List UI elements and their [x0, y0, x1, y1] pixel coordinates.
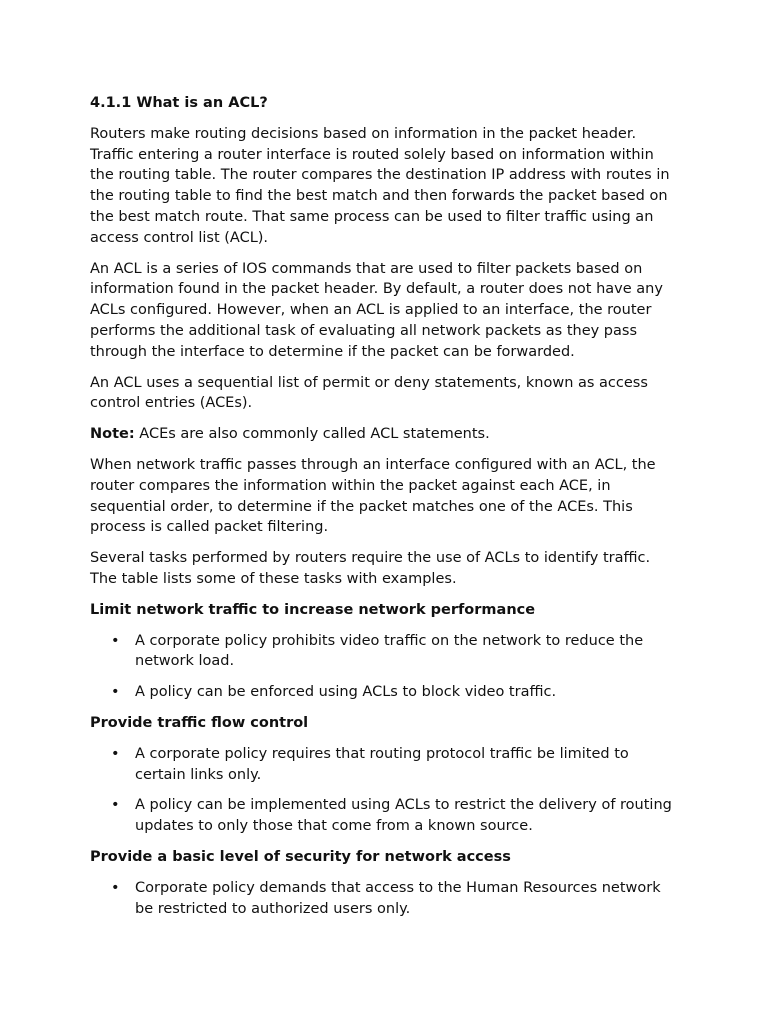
paragraph-packet-filtering: When network traffic passes through an interface configured with an ACL, the router compares the information within the packet against each ACE, in sequential order, to determine if the packet matches one of the ACEs. This process is called packet filtering. — [90, 456, 656, 536]
list-item-text: A policy can be enforced using ACLs to block video traffic. — [135, 684, 557, 701]
task-section — [90, 847, 680, 919]
task-section — [90, 600, 680, 703]
bullet-icon: • — [111, 879, 120, 896]
task-list — [90, 878, 680, 920]
list-item-text: A corporate policy requires that routing protocol traffic be limited to certain links only. — [135, 745, 629, 783]
bullet-icon: • — [111, 745, 120, 762]
list-item-text: Corporate policy demands that access to the Human Resources network be restricted to authorized users only. — [135, 879, 661, 917]
paragraph-acl-definition: An ACL is a series of IOS commands that are used to filter packets based on information found in the packet header. By default, a router does not have any ACLs configured. However, when an ACL is applied to an interface, the router performs the additional task of evaluating all network packets as they pass through the interface to determine if the packet can be forwarded. — [90, 260, 663, 360]
task-list — [90, 744, 680, 837]
list-item-text: A policy can be implemented using ACLs to restrict the delivery of routing updates to only those that come from a known source. — [135, 797, 672, 835]
note-paragraph — [90, 424, 680, 445]
paragraph-intro: Routers make routing decisions based on information in the packet header. Traffic entering a router interface is routed solely based on information within the routing table. The router compares the destination IP address with routes in the routing table to find the best match and then forwards the packet based on the best match route. That same process can be used to filter traffic using an access control list (ACL). — [90, 125, 670, 246]
task-heading: Provide traffic flow control — [90, 714, 309, 731]
list-item — [90, 878, 680, 920]
list-item — [90, 631, 680, 673]
task-heading: Limit network traffic to increase network performance — [90, 601, 536, 618]
list-item — [90, 744, 680, 786]
note-text: ACEs are also commonly called ACL statements. — [134, 426, 490, 443]
section-title: 4.1.1 What is an ACL? — [90, 95, 268, 111]
list-item — [90, 682, 680, 703]
note-label: Note: — [90, 426, 135, 443]
list-item-text: A corporate policy prohibits video traffic on the network to reduce the network load. — [135, 632, 644, 670]
task-list — [90, 631, 680, 703]
bullet-icon: • — [111, 797, 120, 814]
task-section — [90, 713, 680, 837]
list-item — [90, 795, 680, 837]
task-heading: Provide a basic level of security for network access — [90, 848, 511, 865]
document-content — [90, 93, 680, 919]
paragraph-tasks: Several tasks performed by routers require the use of ACLs to identify traffic. The table lists some of these tasks with examples. — [90, 550, 651, 587]
paragraph-ace: An ACL uses a sequential list of permit or deny statements, known as access control entries (ACEs). — [90, 374, 648, 412]
bullet-icon: • — [111, 684, 120, 701]
bullet-icon: • — [111, 632, 120, 649]
